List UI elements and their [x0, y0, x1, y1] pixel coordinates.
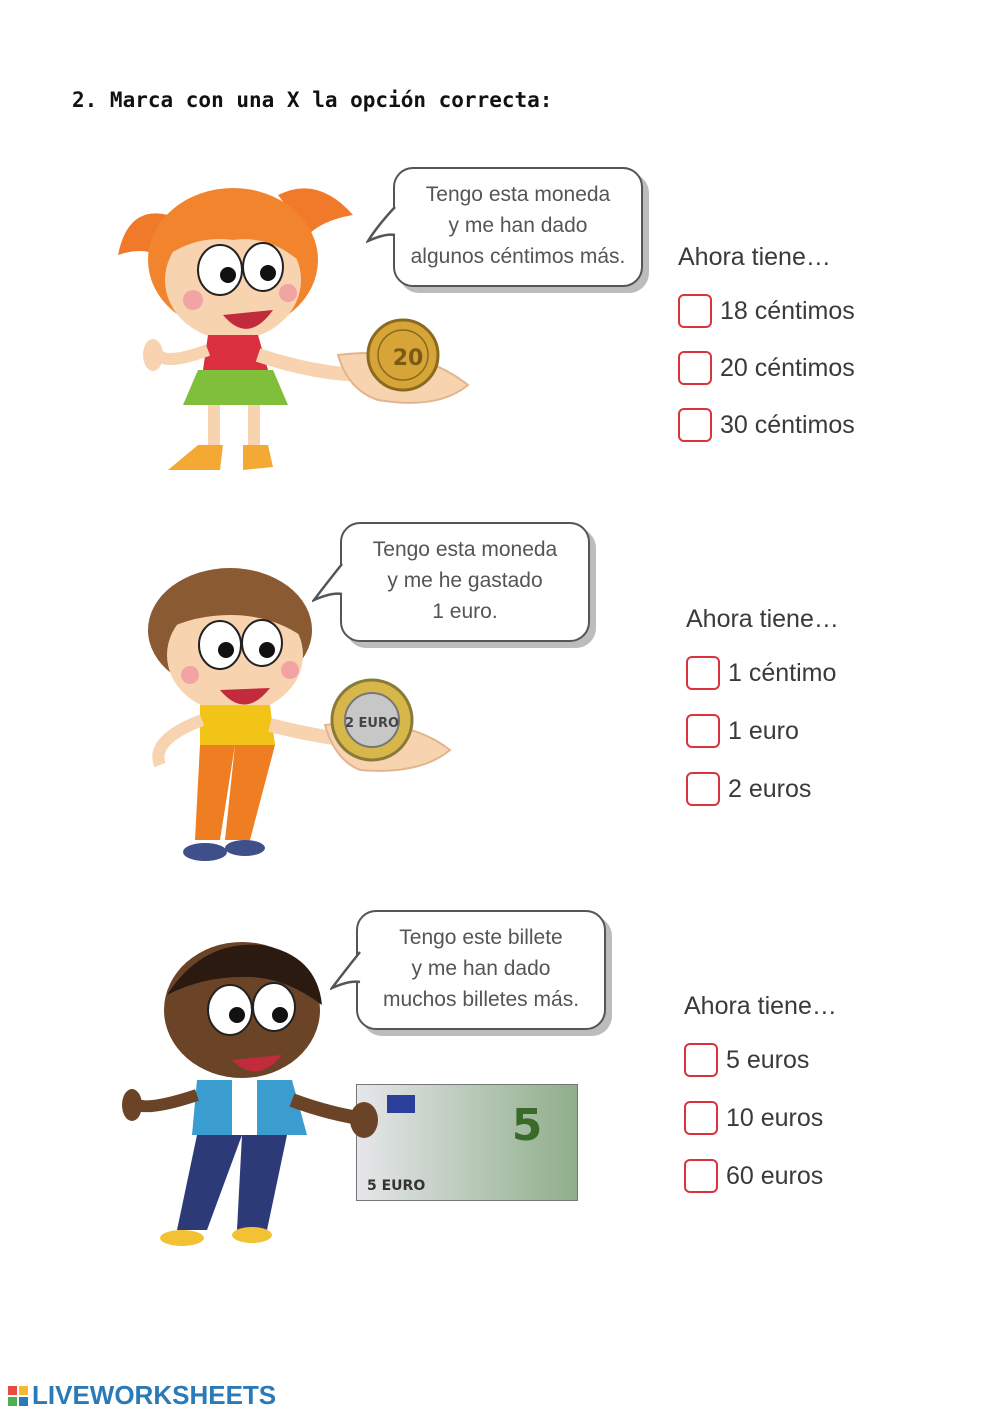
bubble-line: 1 euro.	[432, 600, 498, 623]
bubble-line: Tengo este billete	[399, 926, 563, 949]
option-label: 1 euro	[728, 716, 799, 745]
bubble-tail	[366, 205, 398, 245]
speech-bubble-3	[356, 910, 606, 1030]
option-label: 10 euros	[726, 1103, 824, 1132]
option-1-euro[interactable]	[686, 714, 799, 748]
bubble-line: Tengo esta moneda	[372, 538, 558, 561]
option-label: 20 céntimos	[720, 353, 855, 382]
coin-label: 20	[392, 346, 424, 371]
checkbox[interactable]	[678, 408, 712, 442]
option-2-euros[interactable]	[686, 772, 811, 806]
bubble-line: Tengo esta moneda	[425, 183, 611, 206]
bubble-tail	[312, 562, 344, 604]
question-label: Ahora tiene…	[686, 605, 839, 633]
option-label: 60 euros	[726, 1161, 824, 1190]
exercise-title: 2. Marca con una X la opción correcta:	[72, 88, 553, 112]
checkbox[interactable]	[686, 656, 720, 690]
checkbox[interactable]	[678, 351, 712, 385]
bubble-line: algunos céntimos más.	[410, 245, 626, 268]
svg-text:5: 5	[511, 1100, 543, 1151]
logo-mark-icon	[8, 1386, 28, 1406]
option-5-euros[interactable]	[684, 1043, 809, 1077]
option-20-centimos[interactable]	[678, 351, 855, 385]
checkbox[interactable]	[684, 1101, 718, 1135]
option-30-centimos[interactable]	[678, 408, 855, 442]
option-label: 30 céntimos	[720, 410, 855, 439]
checkbox[interactable]	[686, 772, 720, 806]
banknote-label: 5 EURO	[367, 1178, 426, 1194]
option-label: 18 céntimos	[720, 296, 855, 325]
question-label: Ahora tiene…	[678, 243, 831, 271]
speech-bubble-1	[393, 167, 643, 287]
liveworksheets-logo[interactable]	[8, 1380, 276, 1411]
option-60-euros[interactable]	[684, 1159, 823, 1193]
bubble-tail	[330, 950, 362, 992]
option-10-euros[interactable]	[684, 1101, 823, 1135]
bubble-line: y me han dado	[411, 957, 551, 980]
checkbox[interactable]	[684, 1043, 718, 1077]
checkbox[interactable]	[686, 714, 720, 748]
checkbox[interactable]	[678, 294, 712, 328]
coin-label: 2 EURO	[344, 716, 400, 731]
option-label: 2 euros	[728, 774, 812, 803]
question-label: Ahora tiene…	[684, 992, 837, 1020]
option-1-centimo[interactable]	[686, 656, 836, 690]
logo-text: LIVEWORKSHEETS	[32, 1380, 277, 1410]
option-label: 1 céntimo	[728, 658, 837, 687]
bubble-line: y me han dado	[448, 214, 588, 237]
option-label: 5 euros	[726, 1045, 810, 1074]
speech-bubble-2	[340, 522, 590, 642]
option-18-centimos[interactable]	[678, 294, 855, 328]
checkbox[interactable]	[684, 1159, 718, 1193]
bubble-line: muchos billetes más.	[382, 988, 580, 1011]
bubble-line: y me he gastado	[387, 569, 543, 592]
